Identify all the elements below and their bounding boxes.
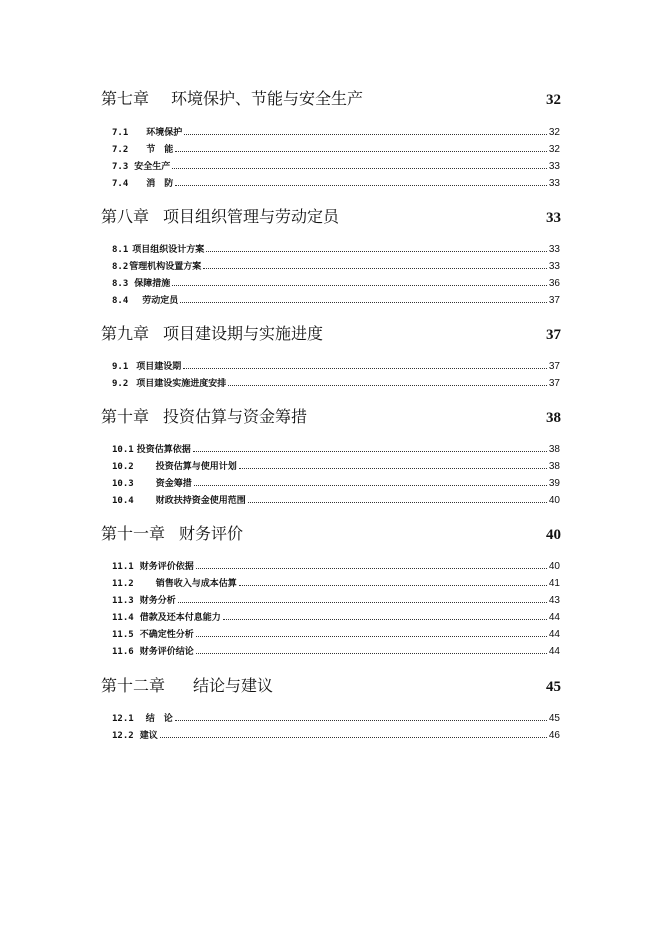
- entry-title: 节 能: [146, 145, 174, 155]
- toc-entry: [112, 124, 560, 138]
- toc-entry: [112, 158, 560, 172]
- entry-number: 8.2: [112, 262, 129, 272]
- chapter-number: 第十一章: [101, 524, 166, 543]
- chapter-number: 第七章: [101, 89, 150, 108]
- entry-page: 45: [548, 713, 560, 724]
- toc-entry: [112, 241, 560, 255]
- entry-page: 37: [548, 361, 560, 372]
- dot-leader: [178, 602, 547, 603]
- entry-number: 11.4: [112, 613, 134, 623]
- chapter-heading: [101, 204, 561, 226]
- entry-title: 安全生产: [134, 162, 171, 172]
- entry-number: 12.1: [112, 714, 134, 724]
- chapter-number: 第八章: [101, 207, 150, 226]
- dot-leader: [223, 619, 547, 620]
- toc-entry: [112, 458, 560, 472]
- toc-entry: [112, 710, 560, 724]
- dot-leader: [203, 268, 547, 269]
- entry-number: 8.4: [112, 296, 129, 306]
- entry-number: 11.1: [112, 562, 134, 572]
- dot-leader: [160, 737, 547, 738]
- entry-number: 11.3: [112, 596, 134, 606]
- toc-entry: [112, 275, 560, 289]
- entry-page: 33: [548, 178, 560, 189]
- entry-title: 投资估算依据: [136, 445, 191, 455]
- entry-page: 32: [548, 144, 560, 155]
- entry-page: 37: [548, 295, 560, 306]
- toc-entry: [112, 441, 560, 455]
- entry-page: 40: [548, 561, 560, 572]
- entry-title: 项目建设实施进度安排: [136, 379, 227, 389]
- chapter-number: 第九章: [101, 324, 150, 343]
- dot-leader: [196, 636, 547, 637]
- toc-entry: [112, 592, 560, 606]
- entry-page: 43: [548, 595, 560, 606]
- entry-title: 销售收入与成本估算: [155, 579, 237, 589]
- toc-entry: [112, 141, 560, 155]
- chapter-number: 第十章: [101, 407, 150, 426]
- dot-leader: [175, 151, 547, 152]
- entry-number: 7.2: [112, 145, 129, 155]
- chapter-title: 项目建设期与实施进度: [163, 324, 324, 343]
- entry-page: 32: [548, 127, 560, 138]
- entry-number: 11.2: [112, 579, 134, 589]
- toc-entry: [112, 558, 560, 572]
- dot-leader: [248, 502, 547, 503]
- dot-leader: [206, 251, 547, 252]
- toc-entry: [112, 292, 560, 306]
- entry-title: 财政扶持资金使用范围: [155, 496, 246, 506]
- entry-number: 8.1: [112, 245, 129, 255]
- entry-title: 环境保护: [146, 128, 183, 138]
- toc-entry: [112, 626, 560, 640]
- chapter-number: 第十二章: [101, 676, 166, 695]
- toc-entry: [112, 643, 560, 657]
- chapter-heading: [101, 673, 561, 695]
- toc-entry: [112, 575, 560, 589]
- entry-title: 财务分析: [139, 596, 176, 606]
- entry-title: 劳动定员: [142, 296, 179, 306]
- chapter-page: 32: [546, 92, 561, 108]
- entry-page: 38: [548, 444, 560, 455]
- entry-title: 投资估算与使用计划: [155, 462, 237, 472]
- entry-page: 44: [548, 629, 560, 640]
- entry-page: 33: [548, 261, 560, 272]
- toc-entry: [112, 609, 560, 623]
- dot-leader: [194, 485, 547, 486]
- dot-leader: [239, 468, 547, 469]
- entry-page: 38: [548, 461, 560, 472]
- chapter-heading: [101, 521, 561, 543]
- chapter-page: 33: [546, 210, 561, 226]
- toc-entry: [112, 175, 560, 189]
- dot-leader: [228, 385, 547, 386]
- chapter-page: 40: [546, 527, 561, 543]
- entry-number: 10.4: [112, 496, 134, 506]
- entry-title: 消 防: [146, 179, 174, 189]
- entry-page: 33: [548, 244, 560, 255]
- dot-leader: [184, 134, 547, 135]
- chapter-heading: [101, 404, 561, 426]
- entry-number: 8.3: [112, 279, 129, 289]
- entry-title: 借款及还本付息能力: [139, 613, 221, 623]
- toc-entry: [112, 358, 560, 372]
- entry-title: 结 论: [145, 714, 173, 724]
- entry-title: 项目建设期: [136, 362, 182, 372]
- entry-number: 12.2: [112, 731, 134, 741]
- entry-page: 40: [548, 495, 560, 506]
- entry-number: 10.3: [112, 479, 134, 489]
- dot-leader: [172, 168, 547, 169]
- chapter-page: 45: [546, 679, 561, 695]
- chapter-heading: [101, 86, 561, 108]
- entry-title: 保障措施: [134, 279, 171, 289]
- chapter-title: 项目组织管理与劳动定员: [163, 207, 340, 226]
- entry-title: 财务评价依据: [139, 562, 194, 572]
- entry-number: 7.1: [112, 128, 129, 138]
- entry-title: 项目组织设计方案: [132, 245, 205, 255]
- chapter-title: 财务评价: [179, 524, 244, 543]
- toc-entry: [112, 727, 560, 741]
- dot-leader: [183, 368, 547, 369]
- chapter-title: 投资估算与资金筹措: [163, 407, 308, 426]
- entry-page: 44: [548, 646, 560, 657]
- chapter-heading: [101, 321, 561, 343]
- entry-number: 10.2: [112, 462, 134, 472]
- entry-number: 10.1: [112, 445, 134, 455]
- chapter-page: 38: [546, 410, 561, 426]
- chapter-title: 环境保护、节能与安全生产: [171, 89, 364, 108]
- entry-number: 11.5: [112, 630, 134, 640]
- entry-number: 7.4: [112, 179, 129, 189]
- toc-entry: [112, 258, 560, 272]
- toc-entry: [112, 475, 560, 489]
- entry-page: 39: [548, 478, 560, 489]
- chapter-title: 结论与建议: [193, 676, 274, 695]
- entry-title: 管理机构设置方案: [129, 262, 202, 272]
- dot-leader: [239, 585, 547, 586]
- toc-entry: [112, 492, 560, 506]
- entry-number: 7.3: [112, 162, 129, 172]
- entry-page: 41: [548, 578, 560, 589]
- entry-page: 44: [548, 612, 560, 623]
- entry-number: 9.1: [112, 362, 129, 372]
- dot-leader: [175, 185, 547, 186]
- entry-number: 9.2: [112, 379, 129, 389]
- entry-title: 财务评价结论: [139, 647, 194, 657]
- chapter-page: 37: [546, 327, 561, 343]
- dot-leader: [175, 720, 547, 721]
- dot-leader: [180, 302, 547, 303]
- entry-title: 资金筹措: [155, 479, 192, 489]
- entry-title: 不确定性分析: [139, 630, 194, 640]
- entry-page: 46: [548, 730, 560, 741]
- dot-leader: [196, 653, 547, 654]
- toc-entry: [112, 375, 560, 389]
- entry-title: 建议: [139, 731, 158, 741]
- dot-leader: [193, 451, 547, 452]
- entry-number: 11.6: [112, 647, 134, 657]
- dot-leader: [196, 568, 547, 569]
- dot-leader: [172, 285, 547, 286]
- entry-page: 37: [548, 378, 560, 389]
- entry-page: 33: [548, 161, 560, 172]
- entry-page: 36: [548, 278, 560, 289]
